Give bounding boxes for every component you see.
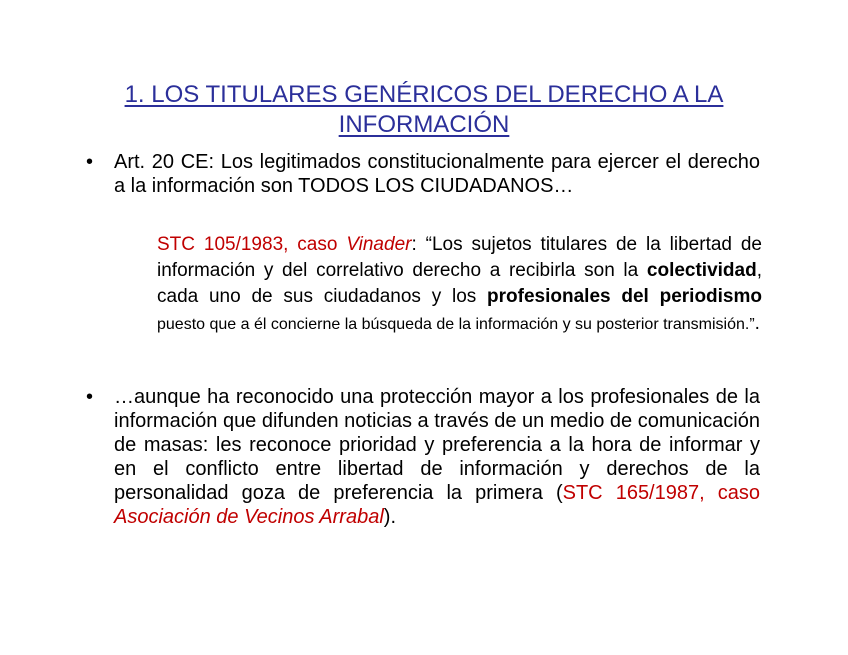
quote-end: . — [754, 313, 760, 334]
citation-case-name-2: Asociación de Vecinos Arrabal — [114, 506, 384, 528]
bullet-text-1: Art. 20 CE: Los legitimados constitucionalmente para ejercer el derecho a la información son TODOS LOS CIUDADANOS… — [114, 151, 760, 197]
bullet-text-2 — [114, 385, 760, 529]
quoted-citation — [157, 232, 762, 338]
quote-text: : “Los sujetos titulares de la libertad de información y del correlativo derecho a recibirla son la — [157, 234, 762, 281]
citation-reference-2: STC 165/1987, caso — [562, 482, 760, 504]
quote-small-text: puesto que a él concierne la búsqueda de la información y su posterior transmisión.” — [157, 316, 755, 333]
citation-case-name: Vinader — [346, 234, 412, 255]
quote-emphasis-collectivity: colectividad — [646, 260, 757, 281]
quote-emphasis-journalists: profesionales del periodismo — [487, 286, 763, 307]
bullet-marker: • — [86, 386, 94, 408]
citation-reference: STC 105/1983, caso — [157, 234, 347, 255]
bullet-2-text: …aunque ha reconocido una protección mayor a los profesionales de la información que difunden noticias a través de un medio de comunicación de masas: les reconoce prioridad y preferencia a la hora de informar y en el conflicto entre libertad de información y derechos de la personalidad goza de preferencia la primera ( — [114, 386, 760, 504]
quote-text-2: , cada uno de sus ciudadanos y los — [157, 260, 762, 307]
bullet-2-end: ). — [383, 506, 396, 528]
bullet-marker: • — [86, 151, 94, 173]
slide-title: 1. LOS TITULARES GENÉRICOS DEL DERECHO A LA INFORMACIÓN — [124, 81, 724, 138]
